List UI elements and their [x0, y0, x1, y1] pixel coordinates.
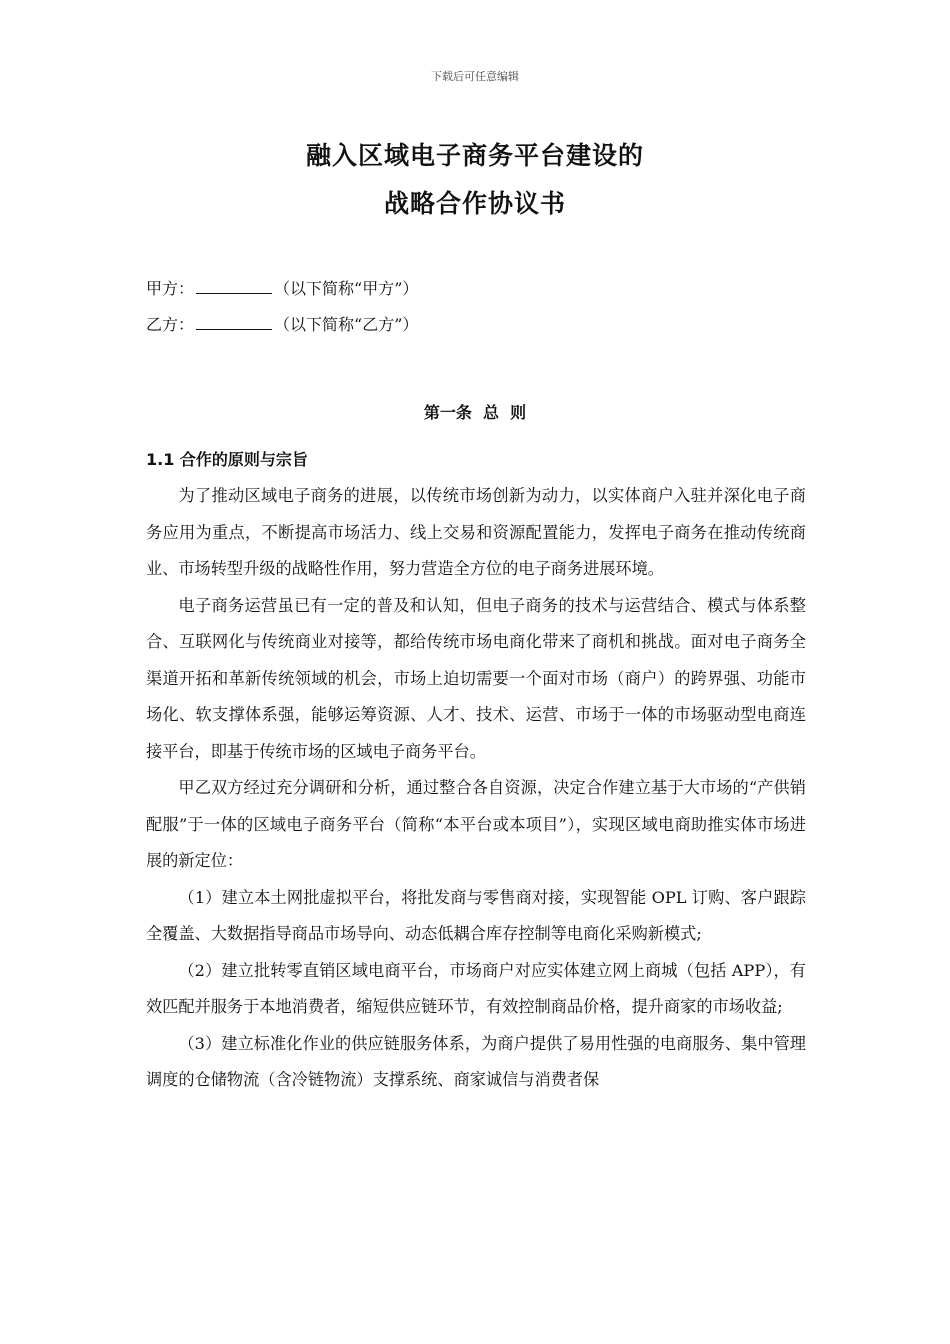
paragraph: 甲乙双方经过充分调研和分析，通过整合各自资源，决定合作建立基于大市场的“产供销配服”于一体的区域电子商务平台（简称“本平台或本项目”），实现区域电商助推实体市场进展的新定位： — [146, 778, 806, 870]
party-b-note: （以下简称“乙方”） — [274, 315, 419, 334]
party-b-label: 乙方： — [146, 315, 195, 334]
paragraph: （1）建立本土网批虚拟平台，将批发商与零售商对接，实现智能 OPL 订购、客户跟踪全覆盖、大数据指导商品市场导向、动态低耦合库存控制等电商化采购新模式; — [146, 887, 806, 943]
paragraph: （3）建立标准化作业的供应链服务体系，为商户提供了易用性强的电商服务、集中管理调度的仓储物流（含冷链物流）支撑系统、商家诚信与消费者保 — [146, 1033, 806, 1089]
subsection-title: 1.1 合作的原则与宗旨 — [146, 450, 308, 469]
paragraph: 电子商务运营虽已有一定的普及和认知，但电子商务的技术与运营结合、模式与体系整合、互联网化与传统商业对接等，都给传统市场电商化带来了商机和挑战。面对电子商务全渠道开拓和革新传统领域的机会，市场上迫切需要一个面对市场（商户）的跨界强、功能市场化、软支撑体系强，能够运筹资源、人才、技术、运营、市场于一体的市场驱动型电商连接平台，即基于传统市场的区域电子商务平台。 — [146, 595, 806, 761]
paragraph: 为了推动区域电子商务的进展，以传统市场创新为动力，以实体商户入驻并深化电子商务应用为重点，不断提高市场活力、线上交易和资源配置能力，发挥电子商务在推动传统商业、市场转型升级的战略性作用，努力营造全方位的电子商务进展环境。 — [146, 486, 806, 578]
party-a-line — [146, 276, 418, 299]
party-b-line — [146, 312, 418, 335]
document-title-line-1: 融入区域电子商务平台建设的 — [305, 141, 644, 170]
party-a-blank — [196, 279, 272, 294]
party-b-blank — [196, 315, 272, 330]
party-a-label: 甲方： — [146, 279, 195, 298]
party-a-note: （以下简称“甲方”） — [274, 279, 419, 298]
paragraph: （2）建立批转零直销区域电商平台，市场商户对应实体建立网上商城（包括 APP），有效匹配并服务于本地消费者，缩短供应链环节，有效控制商品价格，提升商家的市场收益; — [146, 960, 806, 1016]
body-text — [146, 478, 806, 1099]
section-title: 第一条 总 则 — [423, 403, 527, 422]
header-note: 下载后可任意编辑 — [431, 70, 519, 83]
document-title-line-2: 战略合作协议书 — [383, 189, 566, 218]
